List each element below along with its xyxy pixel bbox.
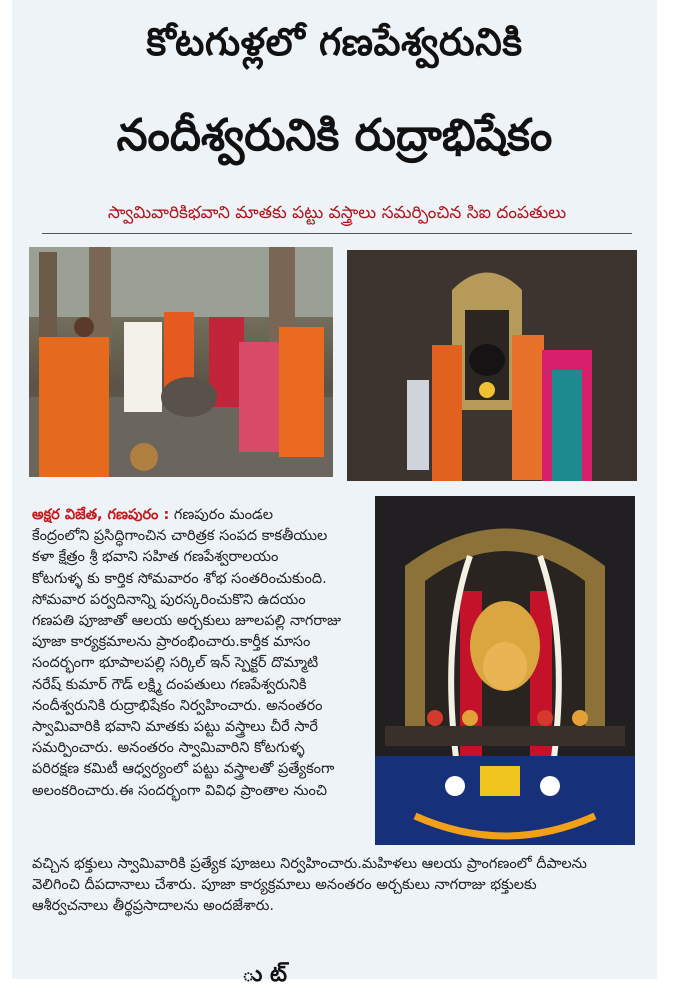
- article-first-line: [32, 505, 362, 526]
- photo-nandi-ritual: [29, 247, 333, 477]
- article-line: నరేష్ కుమార్ గౌడ్ లక్ష్మి దంపతులు గణపేశ్వరునికి: [32, 676, 307, 693]
- article-line: నందీశ్వరునికి రుద్రాభిషేకం నిర్వహించారు. అనంతరం: [32, 697, 323, 714]
- article-line: పరిరక్షణ కమిటీ ఆధ్వర్యంలో పట్టు వస్త్రాలతో ప్రత్యేకంగా: [32, 761, 335, 778]
- newspaper-page: [12, 0, 657, 987]
- article-column: [32, 505, 362, 802]
- article-line: సమర్పించారు. అనంతరం స్వామివారిని కోటగుళ్ళ: [32, 740, 305, 757]
- subheadline: స్వామివారికిభవాని మాతకు పట్టు వస్త్రాలు సమర్పించిన సిఐ దంపతులు: [107, 203, 567, 223]
- article-line: అలంకరించారు.ఈ సందర్భంగా వివిధ ప్రాంతాల నుంచి: [32, 782, 327, 799]
- article-line: గణపురం మండల: [173, 507, 274, 523]
- article-line: సందర్భంగా భూపాలపల్లి సర్కిల్ ఇన్ స్పెక్టర్ దొమ్మాటి: [32, 655, 319, 672]
- article-line: గణపతి పూజాతో ఆలయ అర్చకులు జూలపల్లి నాగరాజు: [32, 613, 342, 630]
- dateline: అక్షర విజేత, గణపురం :: [32, 507, 170, 523]
- article-line: ఆశీర్వచనాలు తీర్థప్రసాదాలను అందజేశారు.: [32, 898, 274, 915]
- article-line: కోటగుళ్ళ కు కార్తిక సోమవారం శోభ సంతరించుకుంది.: [32, 570, 327, 587]
- article-line: స్వామివారికి భవాని మాతకు పట్టు వస్త్రాలు చీరే సారే: [32, 719, 318, 736]
- article-line: వెలిగించి దీపదానాలు చేశారు. పూజా కార్యక్రమాలు అనంతరం అర్చకులు నాగరాజు భక్తులకు: [32, 877, 537, 894]
- article-line: వచ్చిన భక్తులు స్వామివారికి ప్రత్యేక పూజలు నిర్వహించారు.మహిళలు ఆలయ ప్రాంగణంలో దీపాలను: [32, 856, 587, 872]
- photo-shrine-family: [347, 250, 637, 481]
- article-line: కళా క్షేత్రం శ్రీ భవాని సహిత గణపేశ్వరాలయం: [32, 549, 279, 566]
- article-full-width: [32, 854, 642, 918]
- photo-decorated-deity: [375, 496, 635, 845]
- article-line: కేంద్రంలోని ప్రసిద్ధిగాంచిన చారిత్రక సంపద కాకతీయుల: [32, 528, 328, 545]
- headline-line-1: కోటగుళ్లలో గణపేశ్వరునికి: [146, 20, 523, 64]
- article-line: సోమవార పర్వదినాన్ని పురస్కరించుకొని ఉదయం: [32, 591, 306, 608]
- article-line: పూజా కార్యక్రమాలను ప్రారంభించారు.కార్తీక మాసం: [32, 634, 311, 651]
- subheadline-rule: [42, 233, 632, 234]
- headline-line-2: నందీశ్వరునికి రుద్రాభిషేకం: [116, 110, 553, 161]
- next-article-fragment: ు ట్: [242, 962, 287, 987]
